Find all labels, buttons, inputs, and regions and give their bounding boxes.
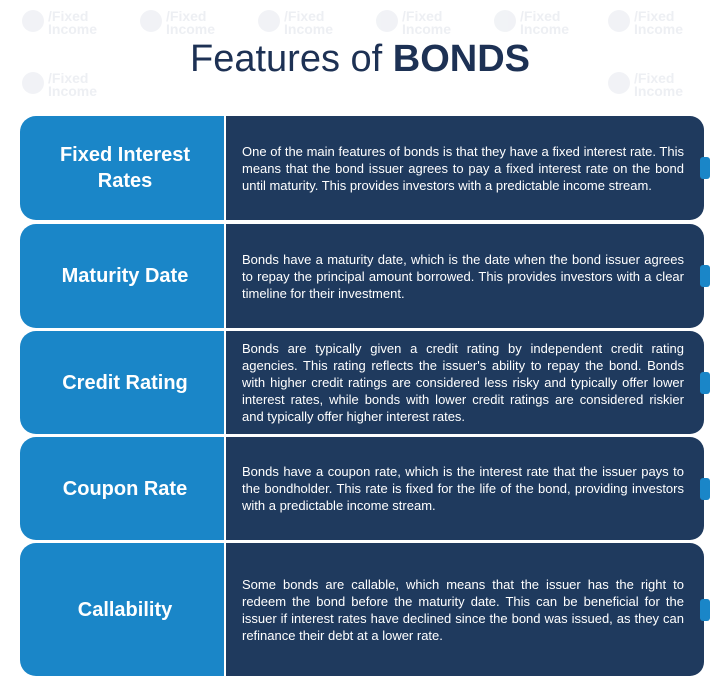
feature-row-coupon-rate: [20, 437, 704, 540]
watermark: /Fixed Income: [608, 10, 683, 36]
side-tab: [700, 372, 710, 394]
watermark: /Fixed Income: [258, 10, 333, 36]
feature-row-credit-rating: [20, 331, 704, 434]
feature-row-maturity-date: [20, 224, 704, 328]
side-tab: [700, 478, 710, 500]
watermark: /Fixed Income: [608, 72, 683, 98]
side-tab: [700, 265, 710, 287]
side-tab: [700, 599, 710, 621]
watermark-logo-icon: [376, 10, 398, 32]
feature-label: Maturity Date: [20, 224, 230, 328]
watermark: /Fixed Income: [376, 10, 451, 36]
side-tab: [700, 157, 710, 179]
feature-description: Some bonds are callable, which means that the issuer has the right to redeem the bond before the maturity date. This can be beneficial for the issuer if interest rates have declined since the bond was issued, as they can refinance their debt at a lower rate.: [224, 543, 704, 676]
watermark-logo-icon: [494, 10, 516, 32]
watermark: /Fixed Income: [22, 72, 97, 98]
watermark-logo-icon: [608, 10, 630, 32]
watermark: /Fixed Income: [140, 10, 215, 36]
feature-description: One of the main features of bonds is that they have a fixed interest rate. This means that the bond issuer agrees to pay a fixed interest rate on the bond until maturity. This provides investors with a predictable income stream.: [224, 116, 704, 220]
watermark: /Fixed Income: [494, 10, 569, 36]
watermark-logo-icon: [258, 10, 280, 32]
watermark-logo-icon: [140, 10, 162, 32]
feature-label: Coupon Rate: [20, 437, 230, 540]
feature-row-callability: [20, 543, 704, 676]
feature-description: Bonds have a coupon rate, which is the interest rate that the issuer pays to the bondholder. This rate is fixed for the life of the bond, providing investors with a predictable income stream.: [224, 437, 704, 540]
watermark: /Fixed Income: [22, 10, 97, 36]
watermark-logo-icon: [22, 10, 44, 32]
feature-label: Callability: [20, 543, 230, 676]
feature-description: Bonds are typically given a credit rating by independent credit rating agencies. This rating reflects the issuer's ability to repay the bond. Bonds with higher credit ratings are considered less risky and typically offer lower interest rates, while bonds with lower credit ratings are considered riskier and typically offer higher interest rates.: [224, 331, 704, 434]
page-title: Features of BONDS: [190, 38, 530, 80]
feature-label: Credit Rating: [20, 331, 230, 434]
feature-description: Bonds have a maturity date, which is the date when the bond issuer agrees to repay the principal amount borrowed. This provides investors with a clear timeline for their investment.: [224, 224, 704, 328]
feature-row-fixed-interest-rates: [20, 116, 704, 220]
feature-label: Fixed Interest Rates: [20, 116, 230, 220]
